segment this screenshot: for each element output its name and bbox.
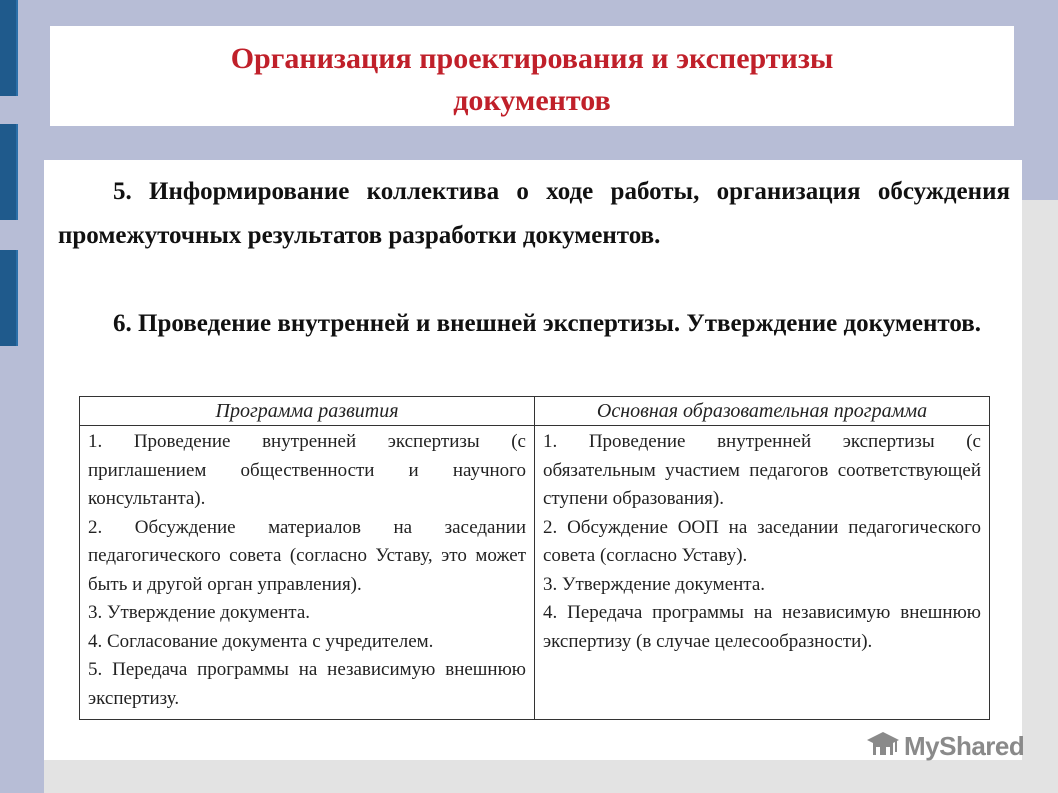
header-development-program: Программа развития	[80, 397, 535, 426]
column-main-program	[535, 426, 990, 720]
decor-block	[0, 250, 18, 346]
slide-title	[50, 26, 1014, 122]
paragraph-6: 6. Проведение внутренней и внешней экспертизы. Утверждение документов.	[113, 310, 981, 337]
paragraph-5: 5. Информирование коллектива о ходе работы, организация обсуждения промежуточных результатов разработки документов.	[58, 178, 1010, 249]
list-item: 3. Утверждение документа.	[88, 602, 311, 623]
list-item: 4. Согласование документа с учредителем.	[88, 630, 434, 652]
decor-block	[0, 124, 18, 220]
shadow-bottom	[44, 760, 1058, 793]
list-item: 4. Передача программы на независимую внешнюю экспертизу (в случае целесообразности).	[543, 602, 981, 652]
shadow-right	[1022, 200, 1058, 793]
watermark-logo	[866, 728, 1024, 764]
list-item: 2. Обсуждение материалов на заседании педагогического совета (согласно Уставу, это может быть и другой орган управления).	[88, 516, 526, 595]
list-item: 1. Проведение внутренней экспертизы (с обязательным участием педагогов соответствующей ступени образования).	[543, 431, 981, 509]
watermark-text: MyShared	[904, 730, 1025, 761]
list-item: 5. Передача программы на независимую внешнюю экспертизу.	[88, 659, 526, 709]
title-line-1: Организация проектирования и экспертизы	[230, 42, 834, 75]
decor-block	[0, 0, 18, 96]
table-row	[80, 426, 990, 720]
left-decor-bar	[0, 0, 18, 793]
list-item: 2. Обсуждение ООП на заседании педагогического совета (согласно Уставу).	[543, 516, 981, 566]
title-line-2: документов	[453, 84, 611, 117]
mortarboard-icon	[866, 729, 900, 763]
table-header-row	[80, 397, 990, 426]
header-main-program: Основная образовательная программа	[535, 397, 990, 426]
slide-content	[44, 160, 1025, 761]
slide-title-box	[50, 26, 1014, 126]
list-item: 1. Проведение внутренней экспертизы (с приглашением общественности и научного консультанта).	[88, 431, 526, 509]
column-development-program	[80, 426, 535, 720]
list-item: 3. Утверждение документа.	[543, 573, 766, 595]
comparison-table	[79, 396, 990, 720]
